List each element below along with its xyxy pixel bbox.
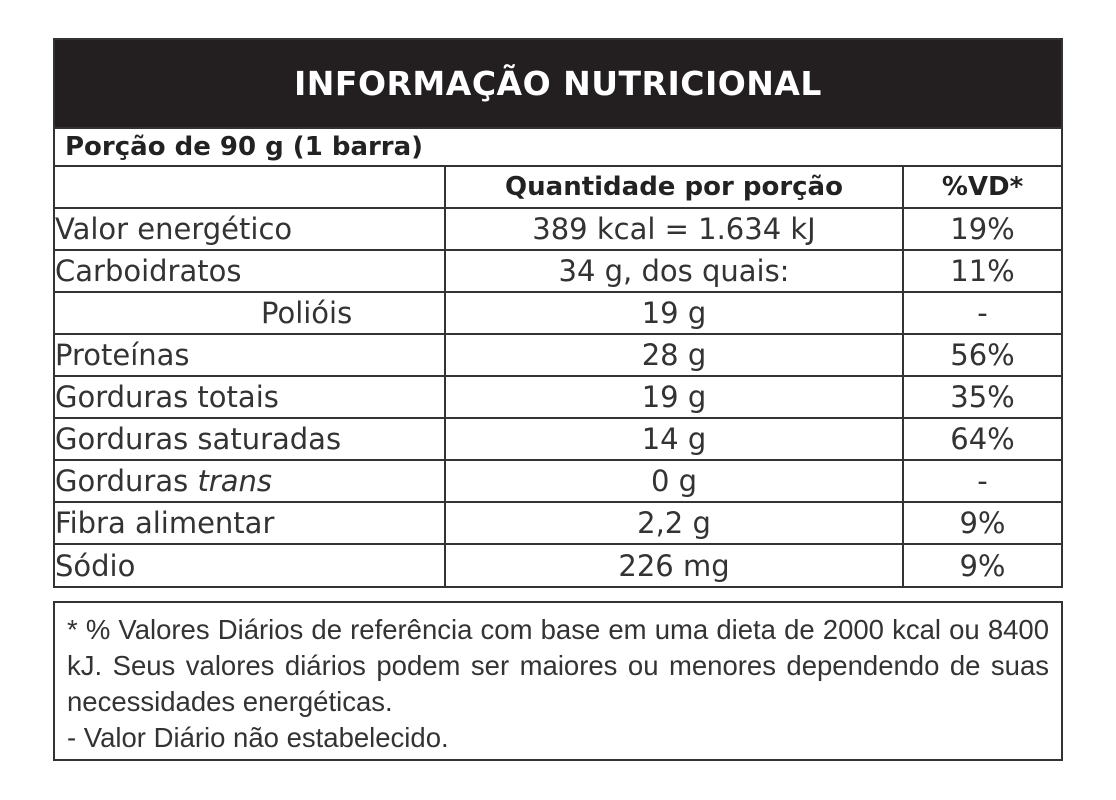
nutrient-name (55, 460, 445, 502)
nutrition-title: INFORMAÇÃO NUTRICIONAL (55, 40, 1061, 127)
table-row (55, 544, 1061, 586)
nutrient-name: Sódio (55, 544, 445, 586)
nutrient-daily-value: 19% (903, 208, 1061, 250)
header-quantity: Quantidade por porção (445, 166, 903, 208)
table-row (55, 292, 1061, 334)
nutrient-daily-value: - (903, 292, 1061, 334)
table-row (55, 334, 1061, 376)
nutrient-name-italic: trans (197, 464, 272, 498)
header-empty-cell (55, 166, 445, 208)
nutrient-daily-value: 11% (903, 250, 1061, 292)
header-daily-value: %VD* (903, 166, 1061, 208)
footnote-text: * % Valores Diários de referência com base em uma dieta de 2000 kcal ou 8400 kJ. Seus valores diários podem ser maiores ou menores dependendo de suas necessidades energéticas. (67, 614, 1049, 717)
nutrient-name: Proteínas (55, 334, 445, 376)
nutrient-name: Fibra alimentar (55, 502, 445, 544)
nutrient-quantity: 28 g (445, 334, 903, 376)
nutrient-quantity: 226 mg (445, 544, 903, 586)
nutrient-name: Gorduras saturadas (55, 418, 445, 460)
nutrient-quantity: 2,2 g (445, 502, 903, 544)
footnote-note: - Valor Diário não estabelecido. (67, 722, 449, 753)
portion-size: Porção de 90 g (1 barra) (55, 127, 1061, 165)
nutrient-quantity: 19 g (445, 376, 903, 418)
nutrient-name: Gorduras totais (55, 376, 445, 418)
nutrient-quantity: 34 g, dos quais: (445, 250, 903, 292)
table-row (55, 502, 1061, 544)
nutrient-name: Carboidratos (55, 250, 445, 292)
nutrition-facts-panel (53, 38, 1063, 588)
table-row (55, 418, 1061, 460)
nutrient-quantity: 0 g (445, 460, 903, 502)
table-row (55, 208, 1061, 250)
nutrient-name: Valor energético (55, 208, 445, 250)
nutrient-quantity: 389 kcal = 1.634 kJ (445, 208, 903, 250)
nutrient-daily-value: 64% (903, 418, 1061, 460)
nutrition-table (55, 165, 1061, 586)
footnote-box (53, 601, 1063, 761)
table-row (55, 250, 1061, 292)
nutrient-daily-value: 56% (903, 334, 1061, 376)
nutrient-name-prefix: Gorduras (55, 464, 198, 498)
nutrient-name: Polióis (55, 292, 445, 334)
nutrient-daily-value: 9% (903, 544, 1061, 586)
table-row (55, 376, 1061, 418)
nutrient-quantity: 19 g (445, 292, 903, 334)
nutrient-daily-value: 9% (903, 502, 1061, 544)
table-row (55, 460, 1061, 502)
nutrient-daily-value: 35% (903, 376, 1061, 418)
nutrient-daily-value: - (903, 460, 1061, 502)
nutrient-quantity: 14 g (445, 418, 903, 460)
table-header-row (55, 166, 1061, 208)
